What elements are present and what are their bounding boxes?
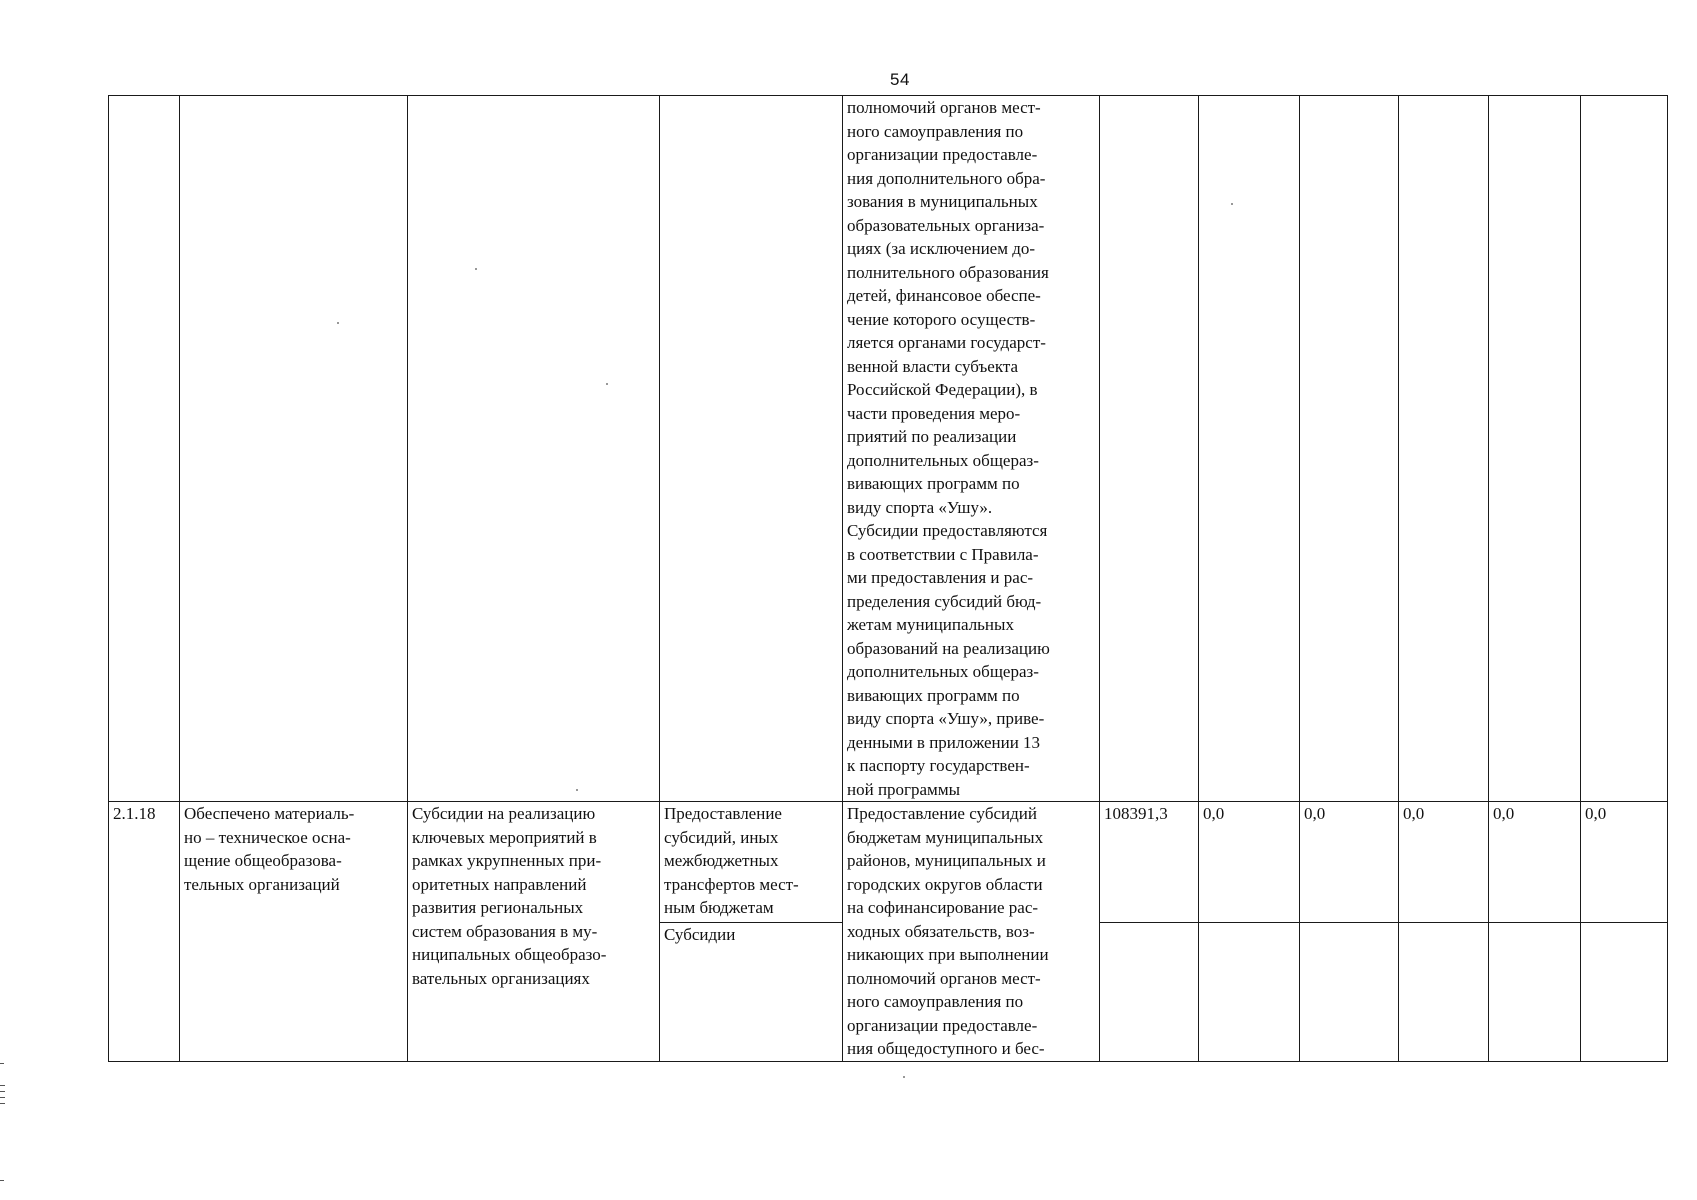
scan-speck bbox=[337, 322, 339, 324]
cell-number: 2.1.18 bbox=[109, 802, 180, 1062]
cell-amount-empty bbox=[1489, 96, 1581, 802]
cell-description-continuation: полномочий органов мест- ного самоуправления по организации предоставле- ния дополнительного обра- зования в муниципальных образовательных организа- циях (за исключением до- полнительного образования детей, финансовое обеспе- чение которого осуществ- ляется органами государст- венной власти субъекта Российской Федерации), в части проведения меро- приятий по реализации дополнительных общераз- вивающих программ по виду спорта «Ушу». Субсидии предоставляются в соответствии с Правила- ми предоставления и рас- пределения субсидий бюд- жетам муниципальных образований на реализацию дополнительных общераз- вивающих программ по виду спорта «Ушу», приве- денными в приложении 13 к паспорту государствен- ной программы bbox=[843, 96, 1100, 802]
cell-measure: Субсидии на реализацию ключевых мероприятий в рамках укрупненных при- оритетных направлений развития региональных систем образования в му- ниципальных общеобразо- вательных организациях bbox=[408, 802, 660, 1062]
cell-amount: 0,0 bbox=[1489, 802, 1581, 923]
cell-amount-empty bbox=[1489, 922, 1581, 1061]
cell-measure-empty bbox=[408, 96, 660, 802]
page-number: 54 bbox=[890, 70, 910, 89]
scan-speck bbox=[1231, 203, 1233, 205]
scan-speck bbox=[903, 1076, 905, 1078]
margin-mark bbox=[0, 1085, 5, 1086]
cell-amount-empty bbox=[1100, 96, 1199, 802]
margin-mark bbox=[0, 1097, 5, 1098]
cell-amount-empty bbox=[1581, 96, 1668, 802]
cell-amount: 0,0 bbox=[1300, 802, 1399, 923]
cell-number-empty bbox=[109, 96, 180, 802]
scan-speck bbox=[475, 268, 477, 270]
cell-result-empty bbox=[180, 96, 408, 802]
cell-amount-empty bbox=[1399, 922, 1489, 1061]
cell-amount-empty bbox=[1100, 922, 1199, 1061]
cell-type-subsidies: Субсидии bbox=[660, 922, 843, 1061]
cell-type-empty bbox=[660, 96, 843, 802]
cell-amount: 0,0 bbox=[1199, 802, 1300, 923]
cell-amount-empty bbox=[1300, 96, 1399, 802]
cell-amount-empty bbox=[1199, 922, 1300, 1061]
margin-mark bbox=[0, 1103, 5, 1104]
cell-type-transfers: Предоставление субсидий, иных межбюджетных трансфертов мест- ным бюджетам bbox=[660, 802, 843, 923]
scan-speck bbox=[576, 789, 578, 791]
cell-amount-total: 108391,3 bbox=[1100, 802, 1199, 923]
cell-amount-empty bbox=[1399, 96, 1489, 802]
budget-table bbox=[108, 95, 1668, 1062]
margin-mark bbox=[0, 1180, 4, 1181]
cell-amount-empty bbox=[1300, 922, 1399, 1061]
table-row-continuation bbox=[109, 96, 1668, 802]
cell-amount-empty bbox=[1581, 922, 1668, 1061]
margin-mark bbox=[0, 1091, 5, 1092]
margin-mark bbox=[0, 1063, 4, 1064]
cell-amount: 0,0 bbox=[1399, 802, 1489, 923]
cell-amount: 0,0 bbox=[1581, 802, 1668, 923]
scan-speck bbox=[606, 383, 608, 385]
cell-amount-empty bbox=[1199, 96, 1300, 802]
table-row-2-1-18 bbox=[109, 802, 1668, 923]
cell-result: Обеспечено материаль- но – техническое осна- щение общеобразова- тельных организаций bbox=[180, 802, 408, 1062]
cell-description: Предоставление субсидий бюджетам муниципальных районов, муниципальных и городских округов области на софинансирование рас- ходных обязательств, воз- никающих при выполнении полномочий органов мест- ного самоуправления по организации предоставле- ния общедоступного и бес- bbox=[843, 802, 1100, 1062]
